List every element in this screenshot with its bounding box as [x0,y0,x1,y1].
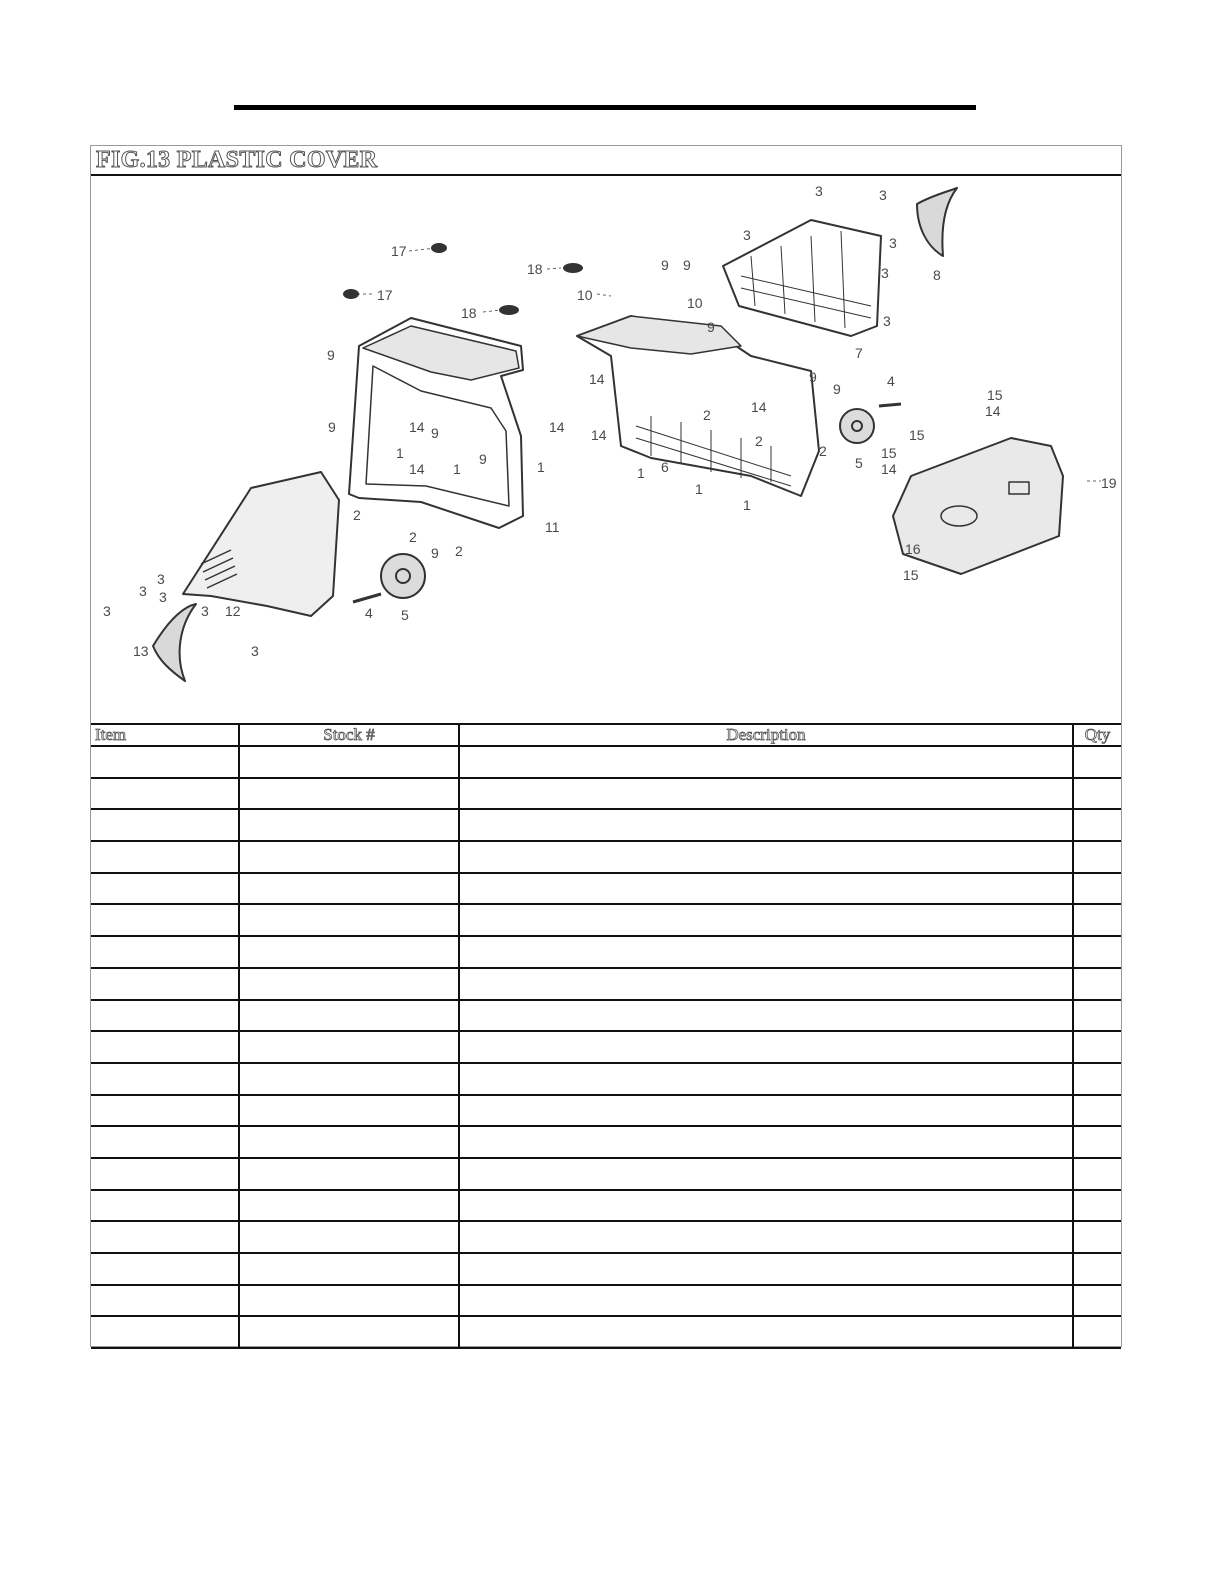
callout-3: 3 [103,603,111,619]
callout-10: 10 [687,295,703,311]
cell-description [459,1158,1073,1190]
table-row [91,1000,1121,1032]
cell-qty [1073,809,1121,841]
callout-10: 10 [577,287,593,303]
leader-18a [547,268,561,269]
callout-3: 3 [889,235,897,251]
table-row [91,873,1121,905]
cell-item [91,809,239,841]
callout-14: 14 [591,427,607,443]
callout-19: 19 [1101,475,1117,491]
grommet-17b [343,289,359,299]
cell-item [91,1126,239,1158]
cell-qty [1073,1285,1121,1317]
cell-item [91,873,239,905]
cell-item [91,1095,239,1127]
callout-14: 14 [589,371,605,387]
cell-stock [239,778,459,810]
cell-description [459,1190,1073,1222]
header-qty: Qty [1073,724,1121,746]
callout-18: 18 [527,261,543,277]
table-row [91,841,1121,873]
trim-13-outline [153,604,196,681]
callout-15: 15 [987,387,1003,403]
table-row [91,1253,1121,1285]
cell-description [459,968,1073,1000]
cell-qty [1073,1126,1121,1158]
table-row [91,904,1121,936]
callout-13: 13 [133,643,149,659]
cell-item [91,1063,239,1095]
callout-17: 17 [377,287,393,303]
cell-stock [239,1126,459,1158]
table-row [91,1158,1121,1190]
bolt-right [879,404,901,406]
callout-7: 7 [855,345,863,361]
callout-1: 1 [537,459,545,475]
cell-description [459,873,1073,905]
table-row [91,746,1121,778]
cell-item [91,1253,239,1285]
table-row [91,1316,1121,1348]
callout-1: 1 [396,445,404,461]
trim-8-outline [917,188,957,256]
callout-15: 15 [903,567,919,583]
cell-item [91,904,239,936]
cell-description [459,1000,1073,1032]
figure-title-bar [91,146,1121,176]
callout-3: 3 [879,187,887,203]
cell-qty [1073,841,1121,873]
leader-18b [483,310,501,312]
cell-stock [239,1031,459,1063]
cell-qty [1073,1221,1121,1253]
cell-item [91,1190,239,1222]
callout-3: 3 [881,265,889,281]
cell-stock [239,873,459,905]
table-row [91,1285,1121,1317]
cell-item [91,1031,239,1063]
cell-item [91,1316,239,1348]
header-description: Description [459,724,1073,746]
table-row [91,1221,1121,1253]
cell-stock [239,841,459,873]
callout-9: 9 [683,257,691,273]
table-row [91,1126,1121,1158]
callout-4: 4 [365,605,373,621]
callout-12: 12 [225,603,241,619]
cell-description [459,1095,1073,1127]
callout-8: 8 [933,267,941,283]
cell-stock [239,1095,459,1127]
left-side-cover-outline [183,472,339,616]
callout-18: 18 [461,305,477,321]
callout-9: 9 [327,347,335,363]
figure-frame [90,145,1122,1347]
cell-stock [239,1158,459,1190]
callout-5: 5 [855,455,863,471]
grommet-18b [499,305,519,315]
cell-stock [239,904,459,936]
pulley-right-outer [840,409,874,443]
exploded-view-drawing [91,176,1121,723]
cell-stock [239,968,459,1000]
callout-9: 9 [431,545,439,561]
callout-15: 15 [881,445,897,461]
cell-qty [1073,1253,1121,1285]
cell-qty [1073,968,1121,1000]
callout-4: 4 [887,373,895,389]
table-row [91,968,1121,1000]
cell-description [459,1316,1073,1348]
callout-9: 9 [328,419,336,435]
cell-item [91,778,239,810]
leader-10 [597,294,611,296]
cell-stock [239,936,459,968]
table-row [91,778,1121,810]
cell-description [459,1063,1073,1095]
callout-6: 6 [661,459,669,475]
cell-description [459,778,1073,810]
callout-11: 11 [545,519,560,535]
table-row [91,1031,1121,1063]
callout-2: 2 [819,443,827,459]
cell-description [459,1221,1073,1253]
callout-15: 15 [909,427,925,443]
table-row [91,1063,1121,1095]
callout-14: 14 [985,403,1001,419]
cell-description [459,1031,1073,1063]
callout-2: 2 [409,529,417,545]
callout-9: 9 [479,451,487,467]
grommet-18a [563,263,583,273]
callout-2: 2 [755,433,763,449]
cell-qty [1073,1031,1121,1063]
callout-1: 1 [453,461,461,477]
callout-3: 3 [139,583,147,599]
cell-stock [239,1253,459,1285]
callout-3: 3 [815,183,823,199]
callout-3: 3 [159,589,167,605]
callout-9: 9 [661,257,669,273]
figure-title: FIG.13 PLASTIC COVER [96,147,378,173]
cell-item [91,746,239,778]
callout-14: 14 [549,419,565,435]
callout-14: 14 [881,461,897,477]
callout-3: 3 [883,313,891,329]
callout-9: 9 [431,425,439,441]
cell-description [459,1126,1073,1158]
cell-stock [239,1316,459,1348]
parts-table-body [91,746,1121,1348]
cell-item [91,841,239,873]
pulley-left-outer [381,554,425,598]
callout-14: 14 [409,461,425,477]
cell-qty [1073,1095,1121,1127]
cell-item [91,1285,239,1317]
cell-description [459,1285,1073,1317]
cell-description [459,904,1073,936]
table-header-row [91,724,1121,746]
callout-1: 1 [637,465,645,481]
table-row [91,809,1121,841]
callout-16: 16 [905,541,921,557]
cell-stock [239,1221,459,1253]
middle-seat-top [577,316,741,354]
callout-2: 2 [353,507,361,523]
table-row [91,1095,1121,1127]
cell-qty [1073,746,1121,778]
cell-qty [1073,1190,1121,1222]
cell-description [459,809,1073,841]
bolt-left [353,594,381,602]
callout-3: 3 [743,227,751,243]
top-rule [234,105,976,110]
callout-2: 2 [703,407,711,423]
table-row [91,1190,1121,1222]
callout-17: 17 [391,243,407,259]
callout-9: 9 [833,381,841,397]
cell-stock [239,1063,459,1095]
cell-qty [1073,1316,1121,1348]
cell-qty [1073,778,1121,810]
cell-stock [239,1000,459,1032]
cell-stock [239,746,459,778]
callout-3: 3 [251,643,259,659]
header-stock: Stock # [239,724,459,746]
cell-item [91,1221,239,1253]
part-outlines [153,188,1063,681]
cell-item [91,968,239,1000]
cell-qty [1073,873,1121,905]
callout-14: 14 [409,419,425,435]
cell-item [91,1000,239,1032]
cell-qty [1073,936,1121,968]
cell-description [459,746,1073,778]
callout-1: 1 [743,497,751,513]
callout-1: 1 [695,481,703,497]
callout-5: 5 [401,607,409,623]
cell-description [459,1253,1073,1285]
cell-qty [1073,1158,1121,1190]
left-seat-top [363,326,519,380]
cell-description [459,936,1073,968]
middle-frame-grid [636,416,791,486]
cell-qty [1073,1000,1121,1032]
callout-14: 14 [751,399,767,415]
table-row [91,936,1121,968]
callout-3: 3 [157,571,165,587]
callout-3: 3 [201,603,209,619]
cell-item [91,936,239,968]
header-item: Item [91,724,239,746]
grommet-17a [431,243,447,253]
cell-stock [239,809,459,841]
callout-2: 2 [455,543,463,559]
cell-description [459,841,1073,873]
parts-table [91,723,1121,1349]
cell-qty [1073,1063,1121,1095]
exploded-parts-diagram [91,176,1121,723]
cell-item [91,1158,239,1190]
cell-stock [239,1190,459,1222]
callout-9: 9 [707,319,715,335]
cell-qty [1073,904,1121,936]
callout-9: 9 [809,369,817,385]
cell-stock [239,1285,459,1317]
